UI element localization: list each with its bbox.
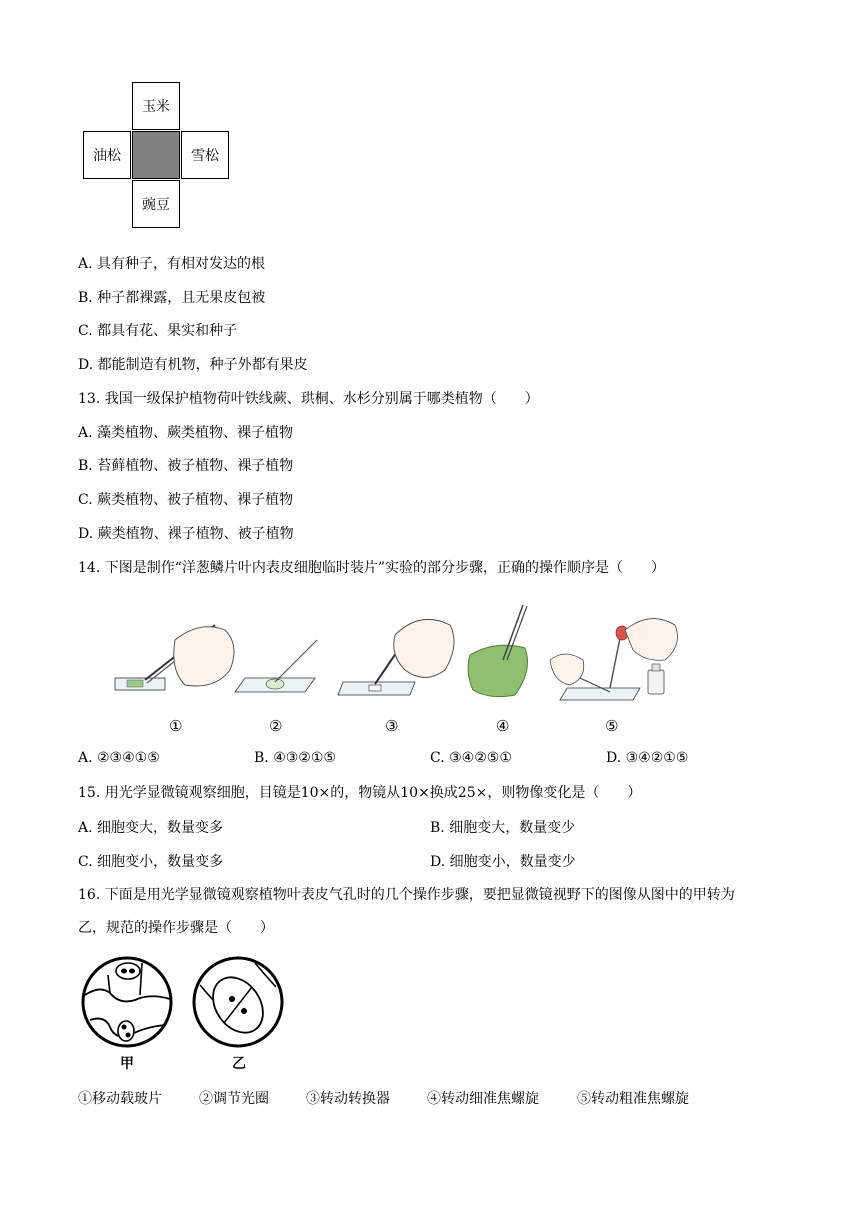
- step4-illustration: [468, 605, 527, 697]
- q13-option-c: C. 蕨类植物、被子植物、裸子植物: [78, 492, 294, 508]
- q15-option-c: C. 细胞变小，数量变多: [78, 854, 224, 870]
- q14-option-c: C. ③④②⑤①: [430, 750, 512, 766]
- step-label-1: ①: [169, 717, 183, 735]
- step-label-4: ④: [496, 717, 510, 735]
- q13-option-a: A. 藻类植物、蕨类植物、裸子植物: [78, 425, 294, 441]
- q16-step-4: ④转动细准焦螺旋: [427, 1091, 539, 1107]
- q15-option-a: A. 细胞变大，数量变多: [78, 820, 224, 836]
- q12-option-a: A. 具有种子，有相对发达的根: [78, 256, 266, 272]
- microscope-views-figure: [80, 955, 290, 1070]
- q15-stem: 15. 用光学显微镜观察细胞，目镜是10×的，物镜从10×换成25×，则物像变化是（ ）: [78, 785, 642, 801]
- q16-step-3: ③转动转换器: [306, 1091, 390, 1107]
- q12-option-d: D. 都能制造有机物，种子外都有果皮: [78, 357, 308, 373]
- step-label-2: ②: [269, 717, 283, 735]
- cell-left: 油松: [83, 131, 131, 179]
- step1-illustration: [115, 625, 234, 690]
- q13-option-d: D. 蕨类植物、裸子植物、被子植物: [78, 526, 294, 542]
- q14-option-d: D. ③④②①⑤: [606, 750, 689, 766]
- step-label-3: ③: [385, 717, 399, 735]
- step3-illustration: [338, 619, 454, 695]
- slide-preparation-steps-figure: [105, 600, 685, 710]
- cell-center: [132, 131, 180, 179]
- q16-step-5: ⑤转动粗准焦螺旋: [577, 1091, 689, 1107]
- step-label-5: ⑤: [605, 717, 619, 735]
- q15-option-b: B. 细胞变大，数量变少: [430, 820, 576, 836]
- q16-step-1: ①移动载玻片: [78, 1091, 162, 1107]
- q16-stem-line2: 乙，规范的操作步骤是（ ）: [78, 920, 274, 936]
- cell-right: 雪松: [181, 131, 229, 179]
- q13-stem: 13. 我国一级保护植物荷叶铁线蕨、珙桐、水杉分别属于哪类植物（ ）: [78, 391, 539, 407]
- q12-option-c: C. 都具有花、果实和种子: [78, 323, 238, 339]
- q14-stem: 14. 下图是制作“洋葱鳞片叶内表皮细胞临时装片”实验的部分步骤，正确的操作顺序是（ ）: [78, 560, 666, 576]
- q16-step-2: ②调节光圈: [199, 1091, 269, 1107]
- cell-top: 玉米: [132, 82, 180, 130]
- q12-option-b: B. 种子都裸露，且无果皮包被: [78, 290, 266, 306]
- q13-option-b: B. 苔藓植物、被子植物、裸子植物: [78, 458, 294, 474]
- cell-bottom: 豌豆: [132, 180, 180, 228]
- q16-stem-line1: 16. 下面是用光学显微镜观察植物叶表皮气孔时的几个操作步骤，要把显微镜视野下的图像从图中的甲转为: [78, 887, 735, 903]
- step5-illustration: [550, 619, 677, 700]
- q15-option-d: D. 细胞变小，数量变少: [430, 854, 576, 870]
- view-label-jia: 甲: [120, 1056, 134, 1072]
- q14-option-a: A. ②③④①⑤: [78, 750, 160, 766]
- view-yi: [194, 958, 282, 1046]
- step2-illustration: [235, 640, 317, 692]
- view-label-yi: 乙: [232, 1056, 246, 1072]
- view-jia: [83, 958, 171, 1046]
- q14-option-b: B. ④③②①⑤: [254, 750, 336, 766]
